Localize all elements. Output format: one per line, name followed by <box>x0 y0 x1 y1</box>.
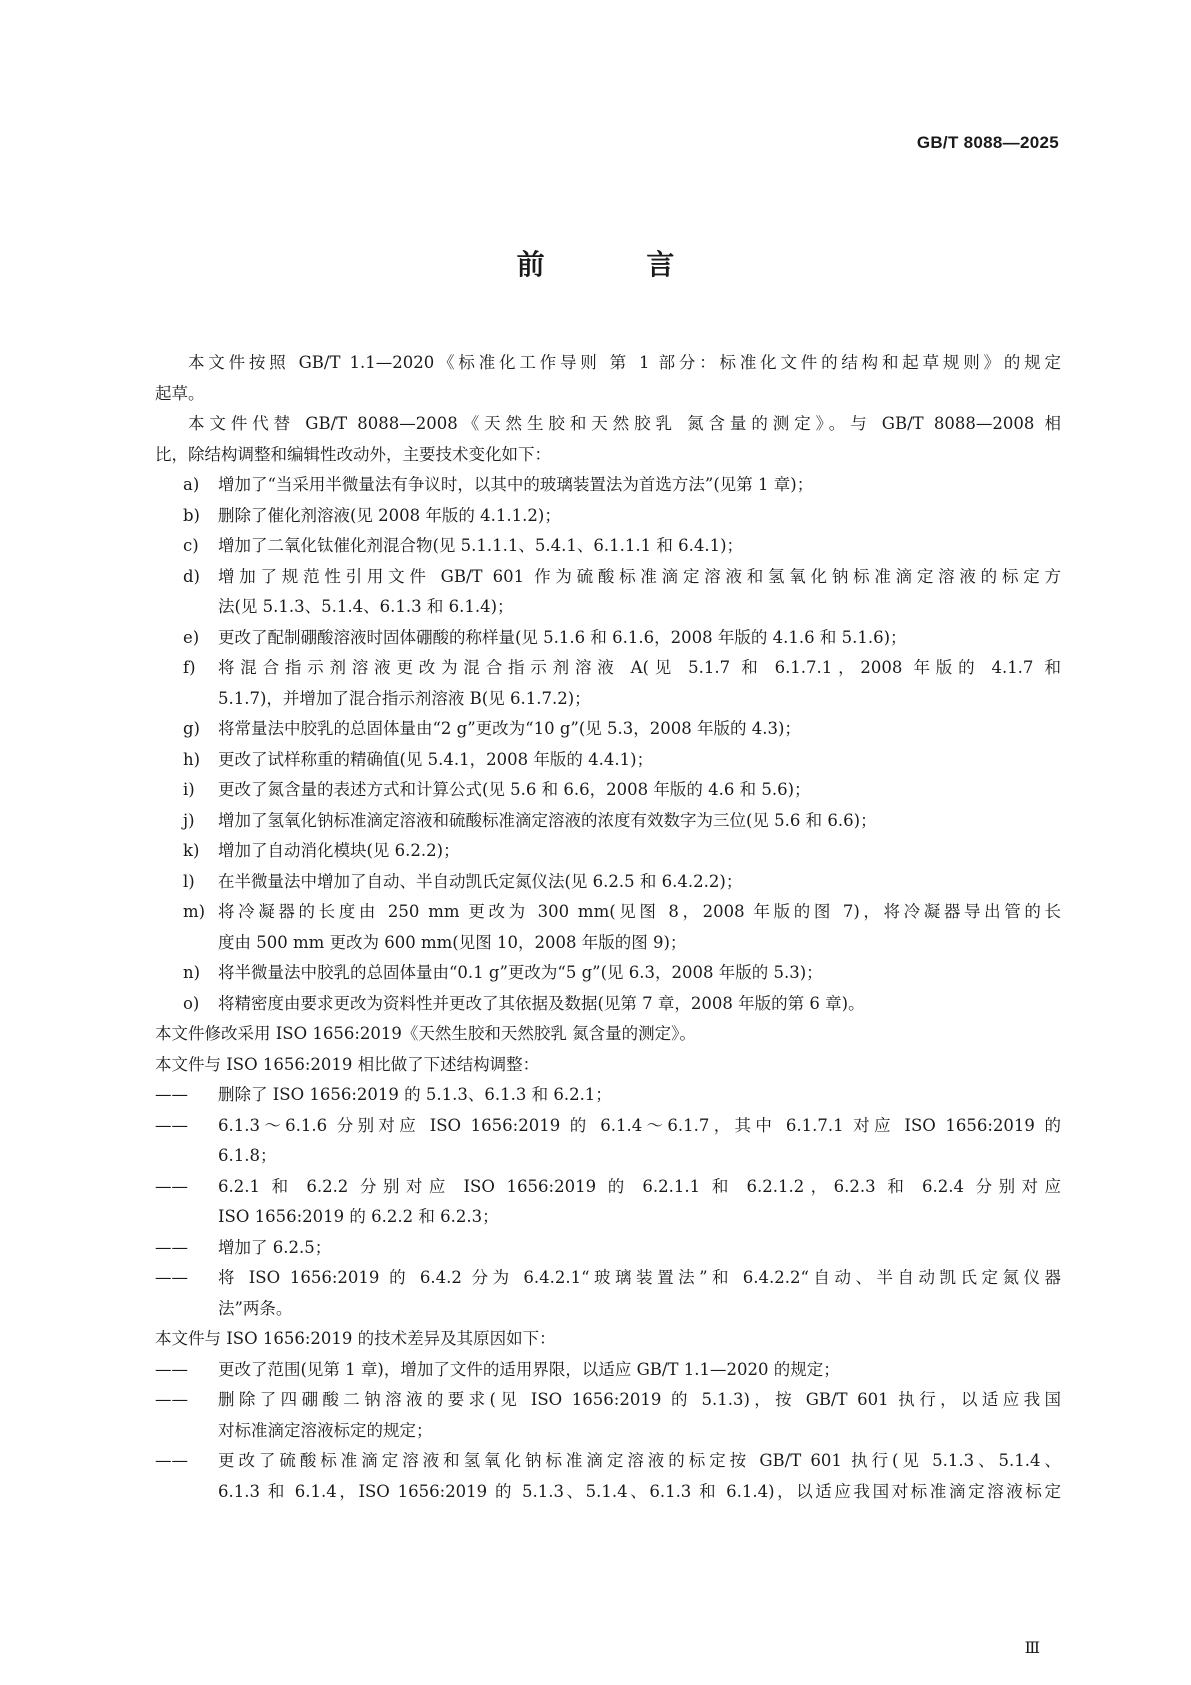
change-item-label: h) <box>183 749 201 769</box>
structure-list <box>155 1080 1061 1324</box>
change-item <box>155 775 1061 806</box>
intro-paragraph-2-line-2: 比，除结构调整和编辑性改动外，主要技术变化如下： <box>155 444 551 464</box>
change-item-text: 增加了规范性引用文件 GB/T 601 作为硫酸标准滴定溶液和氢氧化钠标准滴定溶液的标定方 <box>218 566 1061 586</box>
technical-differences-intro: 本文件与 ISO 1656:2019 的技术差异及其原因如下： <box>155 1329 556 1348</box>
structure-item-text: 增加了 6.2.5； <box>218 1237 332 1257</box>
change-item <box>155 836 1061 867</box>
change-item-text: 将半微量法中胶乳的总固体量由“0.1 g”更改为“5 g”(见 6.3，2008 年版的 5.3)； <box>218 963 823 982</box>
technical-difference-item <box>155 1446 1061 1477</box>
change-item-label: n) <box>183 963 201 982</box>
change-item-label: k) <box>183 841 200 860</box>
change-item <box>155 958 1061 989</box>
change-item <box>155 531 1061 562</box>
dash-marker: —— <box>155 1115 188 1135</box>
change-item <box>155 653 1061 684</box>
structure-intro: 本文件与 ISO 1656:2019 相比做了下述结构调整： <box>155 1054 540 1074</box>
change-item-text: 删除了催化剂溶液(见 2008 年版的 4.1.1.2)； <box>218 505 561 525</box>
change-item <box>155 623 1061 654</box>
change-item-text: 更改了氮含量的表述方式和计算公式(见 5.6 和 6.6，2008 年版的 4.6 和 5.6)； <box>218 780 811 799</box>
intro-paragraph-2-line-1: 本文件代替 GB/T 8088—2008《天然生胶和天然胶乳 氮含量的测定》。与 GB/T 8088—2008 相 <box>188 414 1061 433</box>
intro-paragraph-1-line-2: 起草。 <box>155 383 205 403</box>
dash-marker: —— <box>155 1085 188 1104</box>
change-item-label: m) <box>183 902 206 921</box>
technical-difference-item <box>155 1385 1061 1416</box>
technical-difference-item <box>155 1355 1061 1386</box>
change-item-label: f) <box>183 658 196 677</box>
change-item-text: 更改了试样称重的精确值(见 5.4.1，2008 年版的 4.4.1)； <box>218 749 654 769</box>
structure-item-continuation: 6.1.8； <box>218 1146 277 1165</box>
change-item <box>155 714 1061 745</box>
document-body <box>155 348 1061 1507</box>
structure-item <box>155 1111 1061 1142</box>
structure-item-continuation: ISO 1656:2019 的 6.2.2 和 6.2.3； <box>218 1207 499 1226</box>
change-item-text: 将精密度由要求更改为资料性并更改了其依据及数据(见第 7 章，2008 年版的第 6 章)。 <box>218 993 865 1013</box>
change-item-text: 将混合指示剂溶液更改为混合指示剂溶液 A(见 5.1.7 和 6.1.7.1，2008 年版的 4.1.7 和 <box>218 658 1061 677</box>
structure-item-text: 将 ISO 1656:2019 的 6.4.2 分为 6.4.2.1“玻璃装置法”和 6.4.2.2“自动、半自动凯氏定氮仪器 <box>218 1268 1061 1287</box>
change-item-text: 增加了“当采用半微量法有争议时，以其中的玻璃装置法为首选方法”(见第 1 章)； <box>218 475 814 494</box>
page-title: 前 言 <box>516 248 721 281</box>
change-item <box>155 806 1061 837</box>
change-item-continuation: 法(见 5.1.3、5.1.4、6.1.3 和 6.1.4)； <box>218 597 514 616</box>
dash-marker: —— <box>155 1176 188 1196</box>
change-item-label: e) <box>183 627 200 647</box>
dash-marker: —— <box>155 1359 188 1379</box>
structure-item <box>155 1263 1061 1294</box>
change-item-continuation: 度由 500 mm 更改为 600 mm(见图 10，2008 年版的图 9)； <box>218 932 687 952</box>
page-number: Ⅲ <box>1024 1638 1040 1657</box>
change-item-label: j) <box>183 810 195 830</box>
structure-item-text: 6.2.1 和 6.2.2 分别对应 ISO 1656:2019 的 6.2.1.1 和 6.2.1.2，6.2.3 和 6.2.4 分别对应 <box>218 1176 1061 1196</box>
change-item-text: 增加了二氧化钛催化剂混合物(见 5.1.1.1、5.4.1、6.1.1.1 和 6.4.1)； <box>218 536 744 555</box>
change-item <box>155 867 1061 898</box>
structure-item-text: 删除了 ISO 1656:2019 的 5.1.3、6.1.3 和 6.2.1； <box>218 1085 612 1104</box>
structure-item-text: 6.1.3～6.1.6 分别对应 ISO 1656:2019 的 6.1.4～6.1.7，其中 6.1.7.1 对应 ISO 1656:2019 的 <box>218 1115 1061 1135</box>
change-item-text: 更改了配制硼酸溶液时固体硼酸的称样量(见 5.1.6 和 6.1.6，2008 年版的 4.1.6 和 5.1.6)； <box>218 627 907 647</box>
change-item-label: i) <box>183 780 195 799</box>
changes-list <box>155 470 1061 1019</box>
dash-marker: —— <box>155 1390 188 1409</box>
change-item <box>155 470 1061 501</box>
dash-marker: —— <box>155 1451 188 1470</box>
change-item-text: 增加了自动消化模块(见 6.2.2)； <box>218 841 460 860</box>
technical-difference-item-text: 删除了四硼酸二钠溶液的要求(见 ISO 1656:2019 的 5.1.3)，按 GB/T 601 执行，以适应我国 <box>218 1390 1061 1409</box>
technical-difference-item-text: 更改了范围(见第 1 章)，增加了文件的适用界限，以适应 GB/T 1.1—2020 的规定； <box>218 1359 840 1379</box>
adoption-statement: 本文件修改采用 ISO 1656:2019《天然生胶和天然胶乳 氮含量的测定》。 <box>155 1024 696 1043</box>
change-item <box>155 501 1061 532</box>
structure-item-continuation: 法”两条。 <box>218 1298 293 1318</box>
structure-item <box>155 1080 1061 1111</box>
change-item-text: 将冷凝器的长度由 250 mm 更改为 300 mm(见图 8，2008 年版的图 7)，将冷凝器导出管的长 <box>218 902 1061 921</box>
technical-difference-item-continuation: 对标准滴定溶液标定的规定； <box>218 1420 433 1440</box>
change-item <box>155 897 1061 928</box>
change-item-label: b) <box>183 505 200 525</box>
structure-item <box>155 1233 1061 1264</box>
change-item-text: 增加了氢氧化钠标准滴定溶液和硫酸标准滴定溶液的浓度有效数字为三位(见 5.6 和 6.6)； <box>218 810 877 830</box>
change-item <box>155 989 1061 1020</box>
change-item-label: o) <box>183 993 200 1013</box>
technical-difference-item-text: 更改了硫酸标准滴定溶液和氢氧化钠标准滴定溶液的标定按 GB/T 601 执行(见 5.1.3、5.1.4、 <box>218 1451 1061 1470</box>
technical-differences-list <box>155 1355 1061 1508</box>
standard-code: GB/T 8088—2025 <box>916 133 1059 152</box>
change-item-text: 在半微量法中增加了自动、半自动凯氏定氮仪法(见 6.2.5 和 6.4.2.2)； <box>218 871 743 891</box>
change-item-text: 将常量法中胶乳的总固体量由“2 g”更改为“10 g”(见 5.3，2008 年版的 4.3)； <box>218 719 801 738</box>
structure-item <box>155 1172 1061 1203</box>
change-item-label: l) <box>183 871 195 891</box>
intro-paragraph-1-line-1: 本文件按照 GB/T 1.1—2020《标准化工作导则 第 1 部分：标准化文件的结构和起草规则》的规定 <box>188 353 1061 372</box>
change-item-label: a) <box>183 475 200 494</box>
change-item <box>155 745 1061 776</box>
technical-difference-item-continuation: 6.1.3 和 6.1.4，ISO 1656:2019 的 5.1.3、5.1.4、6.1.3 和 6.1.4)，以适应我国对标准滴定溶液标定 <box>218 1481 1061 1501</box>
dash-marker: —— <box>155 1237 188 1257</box>
dash-marker: —— <box>155 1268 188 1287</box>
change-item-label: g) <box>183 719 200 738</box>
change-item-label: d) <box>183 566 200 586</box>
change-item <box>155 562 1061 593</box>
change-item-continuation: 5.1.7)，并增加了混合指示剂溶液 B(见 6.1.7.2)； <box>218 688 591 708</box>
change-item-label: c) <box>183 536 199 555</box>
